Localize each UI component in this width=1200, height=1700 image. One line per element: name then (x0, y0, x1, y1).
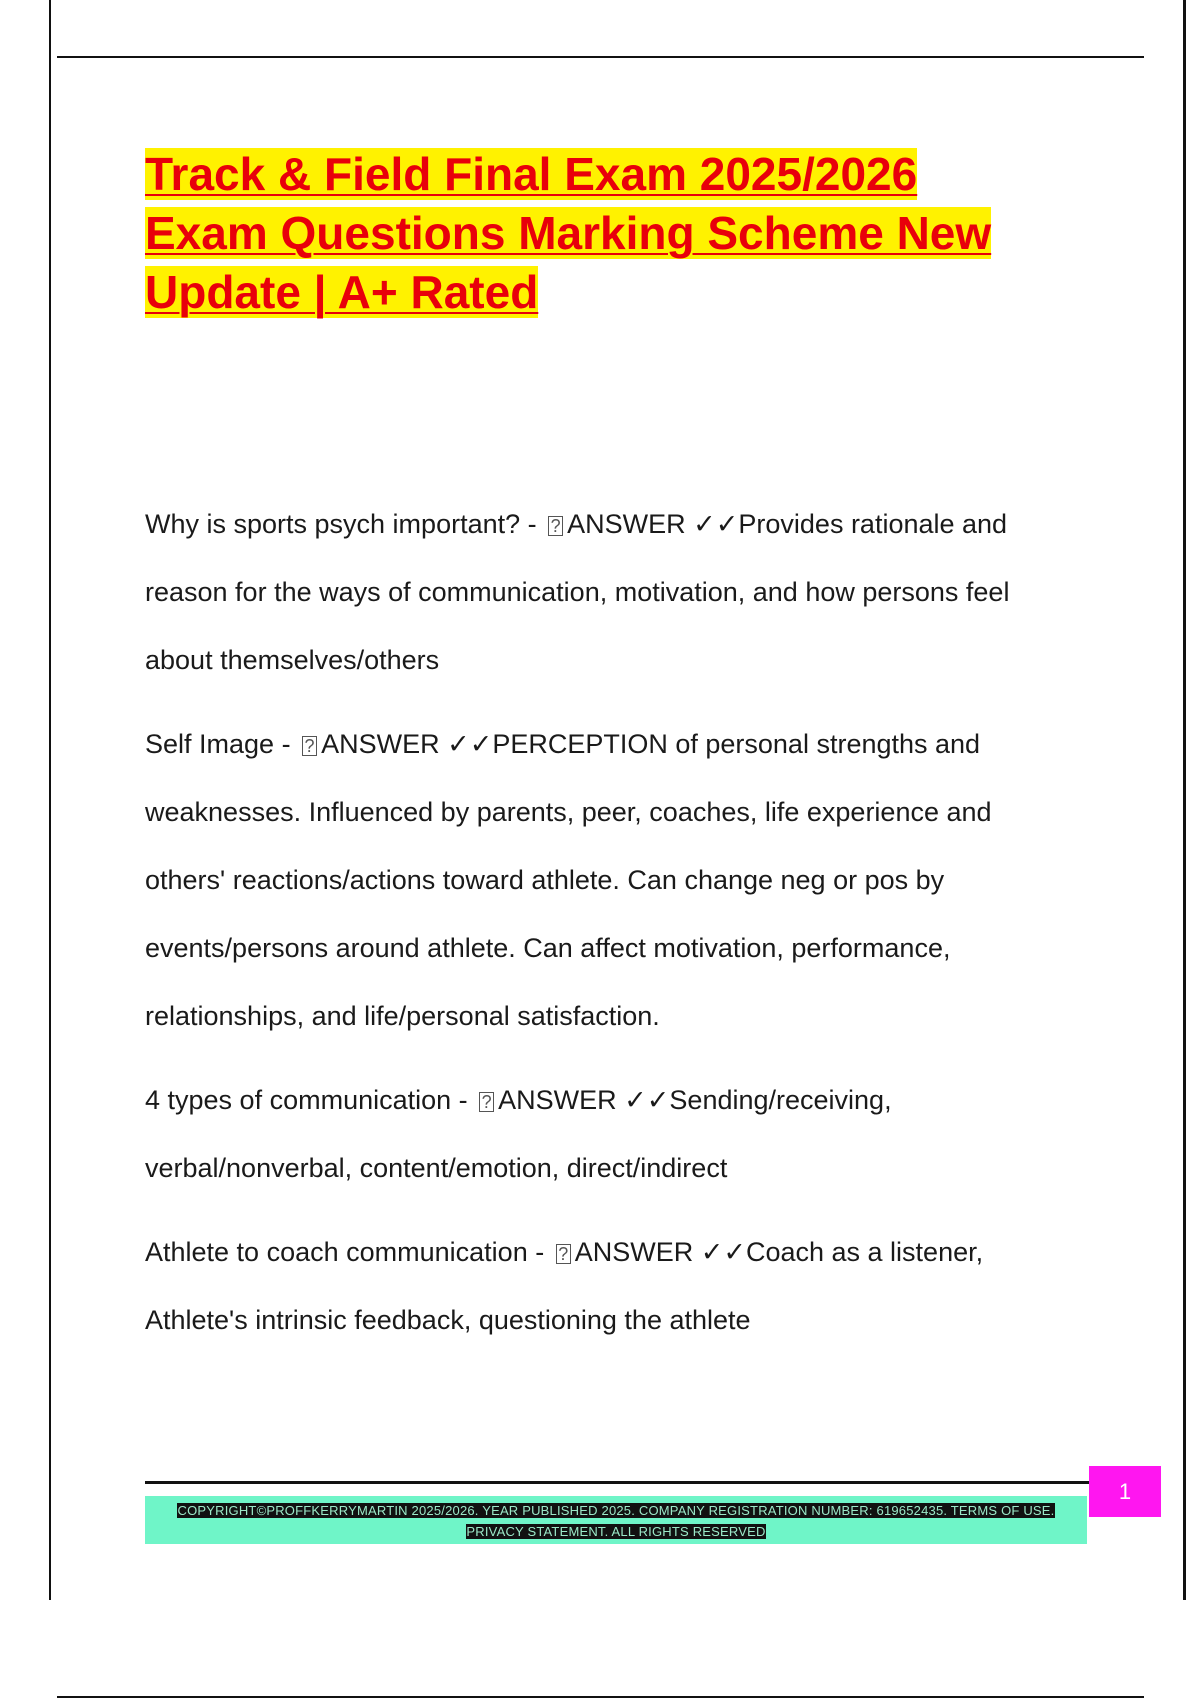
next-page-rule (57, 1696, 1144, 1698)
question-answer-list (145, 490, 1075, 1370)
page-number-badge: 1 (1089, 1466, 1161, 1517)
answer-text: PERCEPTION of personal strengths and weaknesses. Influenced by parents, peer, coaches, life experience and others' reactions/actions toward athlete. Can change neg or pos by events/persons around athlete. Can affect motivation, performance, relationships, and life/personal satisfaction. (145, 729, 992, 1031)
question-text: Self Image - (145, 729, 299, 759)
document-title (145, 145, 1085, 322)
answer-prefix: ANSWER ✓✓ (574, 1237, 746, 1267)
page-right-border (1183, 0, 1186, 1600)
qa-item (145, 710, 1075, 1050)
missing-glyph-icon: ? (479, 1092, 494, 1112)
answer-text: Sending/receiving, verbal/nonverbal, content/emotion, direct/indirect (145, 1085, 892, 1183)
title-line-1: Track & Field Final Exam 2025/2026 (145, 148, 918, 200)
footer-rule (145, 1481, 1090, 1484)
qa-item (145, 1066, 1075, 1202)
page-left-border (49, 0, 51, 1600)
question-text: Why is sports psych important? - (145, 509, 545, 539)
question-text: Athlete to coach communication - (145, 1237, 552, 1267)
missing-glyph-icon: ? (556, 1244, 571, 1264)
copyright-line-1: COPYRIGHT©PROFFKERRYMARTIN 2025/2026. YEAR PUBLISHED 2025. COMPANY REGISTRATION NUMBER: 619652435. TERMS OF USE. (177, 1503, 1055, 1518)
answer-text: Provides rationale and reason for the ways of communication, motivation, and how persons feel about themselves/others (145, 509, 1010, 675)
missing-glyph-icon: ? (302, 736, 317, 756)
title-line-3: Update | A+ Rated (145, 266, 539, 318)
answer-text: Coach as a listener, Athlete's intrinsic feedback, questioning the athlete (145, 1237, 984, 1335)
answer-prefix: ANSWER ✓✓ (321, 729, 493, 759)
title-line-2: Exam Questions Marking Scheme New (145, 207, 992, 259)
copyright-line-2: PRIVACY STATEMENT. ALL RIGHTS RESERVED (466, 1524, 766, 1539)
question-text: 4 types of communication - (145, 1085, 476, 1115)
qa-item (145, 1218, 1075, 1354)
qa-item (145, 490, 1075, 694)
copyright-footer (145, 1496, 1087, 1544)
answer-prefix: ANSWER ✓✓ (567, 509, 739, 539)
header-rule (57, 56, 1144, 58)
answer-prefix: ANSWER ✓✓ (498, 1085, 670, 1115)
missing-glyph-icon: ? (548, 516, 563, 536)
